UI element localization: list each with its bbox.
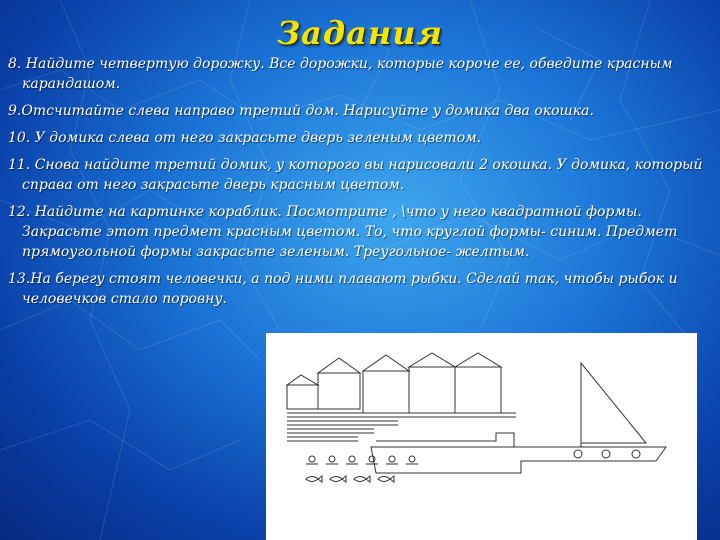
fish — [306, 476, 394, 482]
task-11: 11. Снова найдите третий домик, у которого вы нарисовали 2 окошка. У домика, который справа от него закрасьте дверь красным цветом. — [8, 157, 703, 193]
house-5 — [455, 353, 501, 413]
people — [306, 456, 418, 464]
task-12: 12. Найдите на картинке кораблик. Посмотрите , \что у него квадратной формы. Закрасьте этот предмет красным цветом. То, что круглой формы- синим. Предмет прямоугольной формы закрасьте зеленым. Треугольное- желтым. — [8, 204, 678, 260]
house-3 — [363, 355, 409, 413]
worksheet-picture — [266, 333, 697, 540]
task-10: 10. У домика слева от него закрасьте дверь зеленым цветом. — [8, 130, 482, 146]
house-4 — [409, 353, 455, 413]
task-9: 9.Отсчитайте слева направо третий дом. Нарисуйте у домика два окошка. — [8, 103, 594, 119]
task-13: 13.На берегу стоят человечки, а под ними плавают рыбки. Сделай так, чтобы рыбок и человечков стало поровну. — [8, 271, 678, 307]
house-2 — [318, 358, 360, 409]
ship — [371, 363, 666, 473]
slide-title: Задания — [277, 14, 443, 52]
task-8: 8. Найдите четвертую дорожку. Все дорожки, которые короче ее, обведите красным карандашом. — [8, 56, 673, 92]
house-1 — [287, 375, 318, 409]
worksheet-drawing — [266, 333, 697, 540]
tasks-list — [8, 54, 708, 316]
